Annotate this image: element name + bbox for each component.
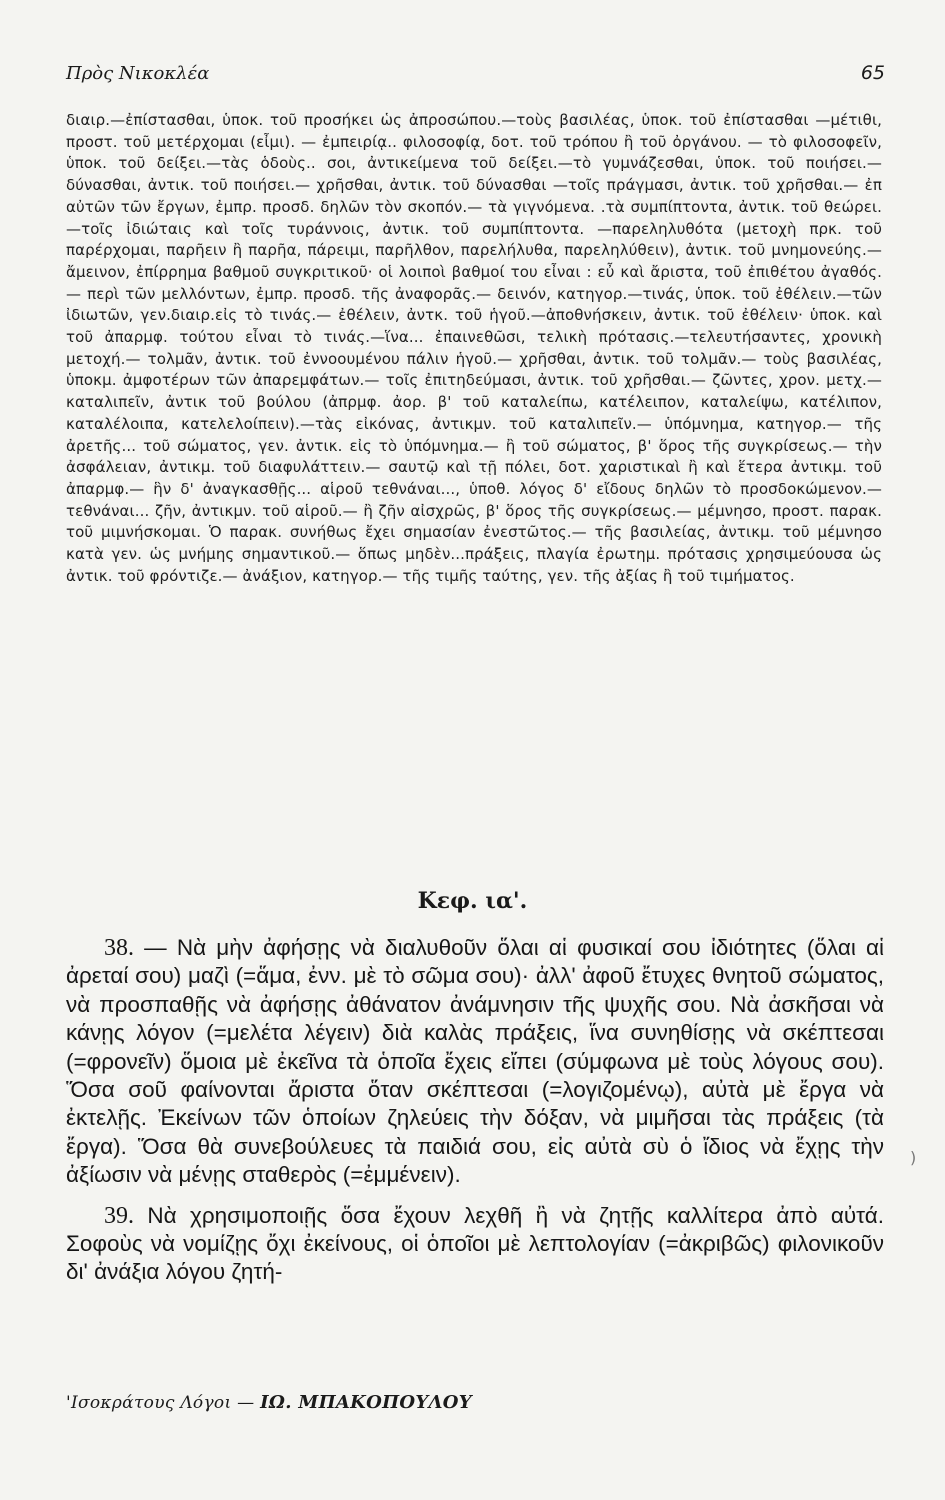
commentary-notes xyxy=(66,110,882,587)
footer-author: ΙΩ. ΜΠΑΚΟΠΟΥΛΟΥ xyxy=(260,1392,472,1413)
margin-mark: ) xyxy=(910,1148,917,1167)
main-text xyxy=(66,934,884,1287)
section-number: 38. xyxy=(104,935,134,961)
page-number: 65 xyxy=(860,62,885,84)
page-footer xyxy=(66,1392,886,1413)
section-text: Νὰ χρησιμοποιῇς ὅσα ἔχουν λεχθῆ ἢ νὰ ζητῇς καλλίτερα ἀπὸ αὐτά. Σοφοὺς νὰ νομίζῃς ὄχι ἐκείνους, οἱ ὁποῖοι μὲ λεπτολογίαν (=ἀκριβῶς) φιλονικοῦν δι' ἀνάξια λόγου ζητή- xyxy=(66,1202,884,1285)
section-38 xyxy=(66,934,884,1190)
section-39 xyxy=(66,1202,884,1287)
footer-title: 'Ισοκράτους Λόγοι xyxy=(66,1393,232,1413)
section-text: — Νὰ μὴν ἀφήσῃς νὰ διαλυθοῦν ὅλαι αἱ φυσικαί σου ἰδιότητες (ὅλαι αἱ ἀρεταί σου) μαζὶ (=ἅμα, ἐνν. μὲ τὸ σῶμα σου)· ἀλλ' ἀφοῦ ἔτυχες θνητοῦ σώματος, νὰ προσπαθῇς νὰ ἀφήσῃς ἀθάνατον ἀνάμνησιν τῆς ψυχῆς σου. Νὰ ἀσκῆσαι νὰ κάνῃς λόγον (=μελέτα λέγειν) διὰ καλὰς πράξεις, ἵνα συνηθίσῃς νὰ σκέπτεσαι (=φρονεῖν) ὅμοια μὲ ἐκεῖνα τὰ ὁποῖα ἔχεις εἴπει (σύμφωνα μὲ τοὺς λόγους σου). Ὅσα σοῦ φαίνονται ἄριστα ὅταν σκέπτεσαι (=λογιζομένῳ), αὐτὰ μὲ ἔργα νὰ ἐκτελῇς. Ἐκείνων τῶν ὁποίων ζηλεύεις τὴν δόξαν, νὰ μιμῆσαι τὰς πράξεις (τὰ ἔργα). Ὅσα θὰ συνεβούλευες τὰ παιδιά σου, εἰς αὐτὰ σὺ ὁ ἴδιος νὰ ἔχῃς τὴν ἀξίωσιν νὰ μένῃς σταθερὸς (=ἐμμένειν). xyxy=(66,935,884,1188)
footer-separator: — xyxy=(237,1393,255,1413)
notes-paragraph: διαιρ.—ἐπίστασθαι, ὑποκ. τοῦ προσήκει ὡς ἀπροσώπου.—τοὺς βασιλέας, ὑποκ. τοῦ ἐπίστασθαι —μέτιθι, προστ. τοῦ μετέρχομαι (εἶμι). — ἐμπειρίᾳ.. φιλοσοφίᾳ, δοτ. τοῦ τρόπου ἢ τοῦ ὀργάνου. — τὸ φιλοσοφεῖν, ὑποκ. τοῦ δείξει.—τὰς ὁδοὺς.. σοι, ἀντικείμενα τοῦ δείξει.—τὸ γυμνάζεσθαι, ὑποκ. τοῦ ποιήσει.— δύνασθαι, ἀντικ. τοῦ ποιήσει.— χρῆσθαι, ἀντικ. τοῦ δύνασθαι —τοῖς πράγμασι, ἀντικ. τοῦ χρῆσθαι.— ἐπ αὐτῶν τῶν ἔργων, ἐμπρ. προσδ. δηλῶν τὸν σκοπόν.— τὰ γιγνόμενα. .τὰ συμπίπτοντα, ἀντικ. τοῦ θεώρει.—τοῖς ἰδιώταις καὶ τοῖς τυράννοις, ἀντικ. τοῦ συμπίπτοντα. —παρεληλυθότα (μετοχὴ πρκ. τοῦ παρέρχομαι, παρῆειν ἢ παρῆα, πάρειμι, παρῆλθον, παρελήλυθα, παρεληλύθειν), ἀντικ. τοῦ μνημονεύης.—ἄμεινον, ἐπίρρημα βαθμοῦ συγκριτικοῦ· οἱ λοιποὶ βαθμοί του εἶναι : εὖ καὶ ἄριστα, τοῦ ἐπιθέτου ἀγαθός.— περὶ τῶν μελλόντων, ἐμπρ. προσδ. τῆς ἀναφορᾶς.— δεινόν, κατηγορ.—τινάς, ὑποκ. τοῦ ἐθέλειν.—τῶν ἰδιωτῶν, γεν.διαιρ.εἰς τὸ τινάς.— ἐθέλειν, ἀντκ. τοῦ ἡγοῦ.—ἀποθνήσκειν, ἀντικ. τοῦ ἐθέλειν· ὑποκ. καὶ τοῦ ἀπαρμφ. τούτου εἶναι τὸ τινάς.—ἵνα... ἐπαινεθῶσι, τελικὴ πρότασις.—τελευτήσαντες, χρονικὴ μετοχή.— τολμᾶν, ἀντικ. τοῦ ἐννοουμένου πάλιν ἡγοῦ.— χρῆσθαι, ἀντικ. τοῦ τολμᾶν.— τοὺς βασιλέας, ὑποκμ. ἀμφοτέρων τῶν ἀπαρεμφάτων.— τοῖς ἐπιτηδεύμασι, ἀντικ. τοῦ χρῆσθαι.— ζῶντες, χρον. μετχ.— καταλιπεῖν, ἀντικ τοῦ βούλου (ἀπρμφ. ἀορ. β' τοῦ καταλείπω, κατέλειπον, καταλείψω, κατέλιπον, καταλέλοιπα, κατελελοίπειν).—τὰς εἰκόνας, ἀντικμν. τοῦ καταλιπεῖν.— ὑπόμνημα, κατηγορ.— τῆς ἀρετῆς... τοῦ σώματος, γεν. ἀντικ. εἰς τὸ ὑπόμνημα.— ἢ τοῦ σώματος, β' ὅρος τῆς συγκρίσεως.— τὴν ἀσφάλειαν, ἀντικμ. τοῦ διαφυλάττειν.— σαυτῷ καὶ τῇ πόλει, δοτ. χαριστικαὶ ἢ καὶ ἕτερα ἀντικμ. τοῦ ἀπαρμφ.— ἣν δ' ἀναγκασθῇς... αἱροῦ τεθνάναι..., ὑποθ. λόγος δ' εἴδους δηλῶν τὸ προσδοκώμενον.— τεθνάναι... ζῆν, ἀντικμν. τοῦ αἱροῦ.— ἢ ζῆν αἰσχρῶς, β' ὅρος τῆς συγκρίσεως.— μέμνησο, προστ. παρακ. τοῦ μιμνήσκομαι. Ὁ παρακ. συνήθως ἔχει σημασίαν ἐνεστῶτος.— τῆς βασιλείας, ἀντικμ. τοῦ μέμνησο κατὰ γεν. ὡς μνήμης σημαντικοῦ.— ὅπως μηδὲν...πράξεις, πλαγία ἐρωτημ. πρότασις χρησιμεύουσα ὡς ἀντικ. τοῦ φρόντιζε.— ἀνάξιον, κατηγορ.— τῆς τιμῆς ταύτης, γεν. τῆς ἀξίας ἢ τοῦ τιμήματος. xyxy=(66,111,882,585)
page-header xyxy=(66,62,885,90)
chapter-heading: Κεφ. ια'. xyxy=(417,888,528,914)
section-number: 39. xyxy=(104,1202,134,1229)
running-title: Πρὸς Νικοκλέα xyxy=(66,63,210,84)
